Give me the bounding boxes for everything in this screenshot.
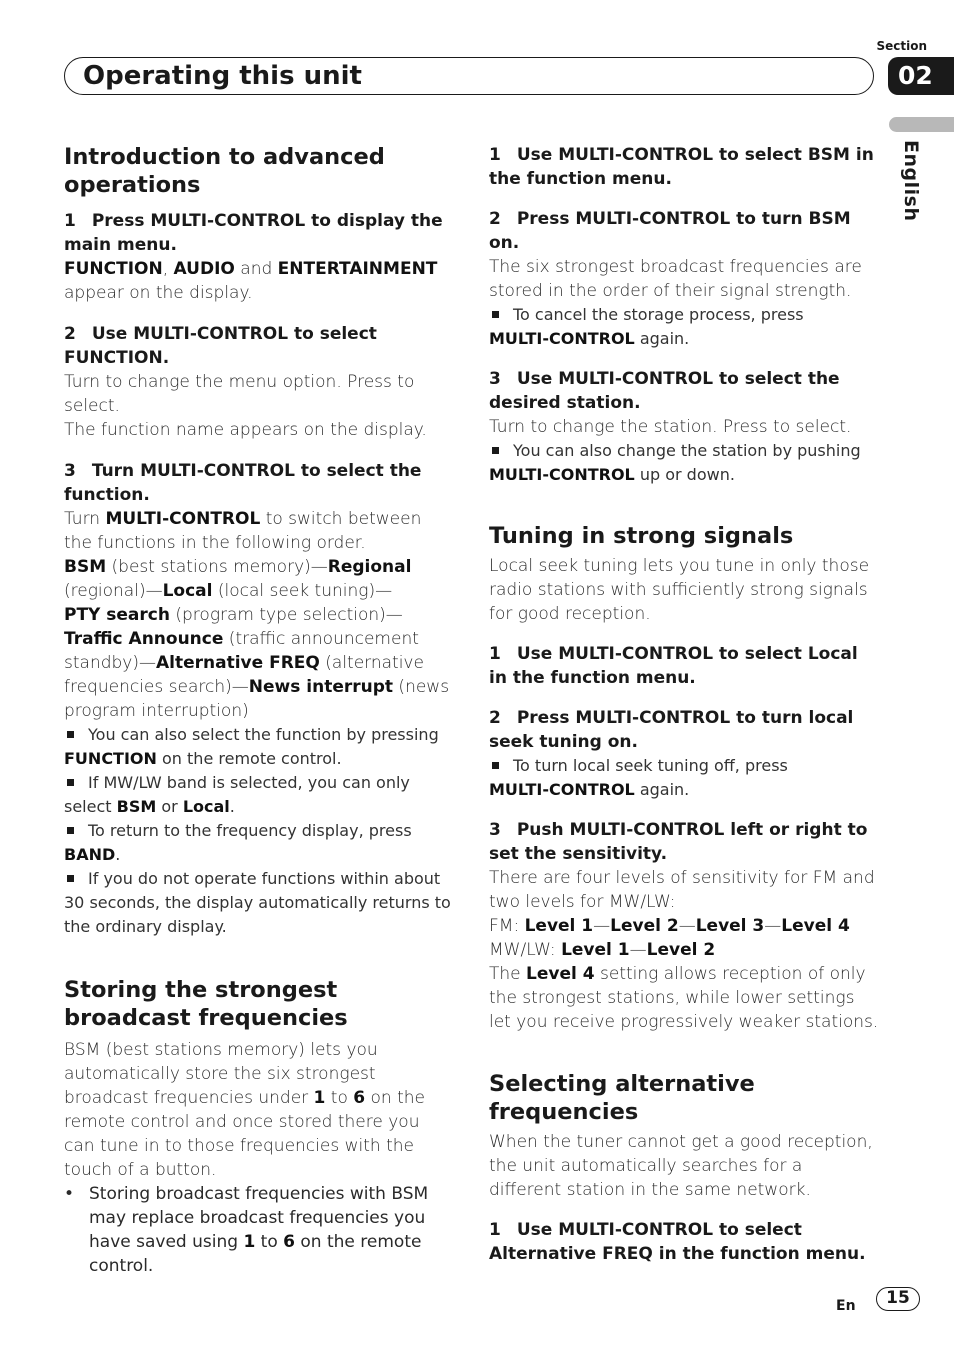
note-function-remote [64,723,454,771]
text-run: and [234,259,278,279]
step-text: Press MULTI-CONTROL to display the main menu. [64,211,443,255]
intro-step-3 [64,459,454,507]
text-run: on the remote control. [89,1232,422,1276]
text-run: To turn local seek tuning off, press [513,756,788,775]
left-column [64,143,454,1278]
term-regional: Regional [327,557,412,577]
altfreq-body: When the tuner cannot get a good reception, the unit automatically searches for a different station in the same network. [489,1132,873,1200]
text-run: — [593,916,611,936]
term-level-4: Level 4 [781,916,850,936]
bsm-bullet-list [64,1182,454,1278]
term-audio: AUDIO [173,259,235,279]
term-function: FUNCTION [64,259,163,279]
note-band [64,819,454,867]
tuning-step-3-intro: There are four levels of sensitivity for FM and two levels for MW/LW: [489,868,875,912]
footer-language: En [836,1298,856,1314]
bullet-icon: • [64,1184,75,1204]
tuning-body: Local seek tuning lets you tune in only those radio stations with sufficiently strong signals for good reception. [489,556,870,624]
step-number: 1 [489,145,501,165]
term-1: 1 [313,1088,326,1108]
term-local: Local [182,797,230,816]
note-cancel-storage [489,303,879,351]
text-run: If MW/LW band is selected, you can only select [64,773,410,816]
text-run: (alternative frequencies search)— [64,653,424,697]
step-number: 3 [489,369,501,389]
text-run: to switch between the functions in the following order. [64,509,422,553]
text-run: to [255,1232,284,1252]
intro-step-2 [64,322,454,370]
text-run: You can also select the function by pressing [88,725,439,744]
intro-step-2-body-1: Turn to change the menu option. Press to select. [64,372,415,416]
square-bullet-icon [492,447,499,454]
text-run: setting allows reception of only the strongest stations, while lower settings let you receive progressively weaker stations. [489,964,879,1032]
text-run: . [229,797,235,816]
bsm-step-3 [489,367,879,415]
term-function: FUNCTION [64,749,157,768]
square-bullet-icon [67,875,74,882]
term-level-3: Level 3 [695,916,765,936]
term-news-interrupt: News interrupt [248,677,394,697]
text-run: BSM (best stations memory) lets you automatically store the six strongest broadcast frequencies under [64,1040,378,1108]
function-order-list [64,555,454,723]
note-mwlw [64,771,454,819]
text-run: on the remote control and once stored there you can tune in to those frequencies with the touch of a button. [64,1088,425,1180]
text-run: (news program interruption) [64,677,450,721]
term-bsm: BSM [64,557,107,577]
bsm-body [64,1038,454,1182]
term-level-1: Level 1 [561,940,630,960]
section-label: Section [876,39,927,53]
term-multi-control: MULTI-CONTROL [489,780,635,799]
text-run: appear on the display. [64,283,253,303]
step-text: Push MULTI-CONTROL left or right to set the sensitivity. [489,820,868,864]
tuning-step-1 [489,642,879,690]
square-bullet-icon [67,779,74,786]
square-bullet-icon [492,762,499,769]
language-label: English [900,140,922,222]
intro-step-1 [64,209,454,257]
section-number-tab: 02 [888,57,954,95]
text-run: (best stations memory)— [106,557,328,577]
text-run: to [325,1088,354,1108]
text-run: (regional)— [64,581,163,601]
altfreq-step-1 [489,1218,879,1266]
term-alternative-freq: Alternative FREQ [156,653,320,673]
page-number: 15 [876,1287,920,1311]
fm-levels [489,914,879,938]
tuning-step-3 [489,818,879,866]
term-pty-search: PTY search [64,605,170,625]
text-run: MW/LW: [489,940,562,960]
intro-step-3-body [64,507,454,555]
intro-step-2-body-2: The function name appears on the display. [64,420,427,440]
note-change-station [489,439,879,487]
bsm-step-3-body: Turn to change the station. Press to select. [489,417,852,437]
text-run: again. [634,780,690,799]
tuning-heading: Tuning in strong signals [489,523,794,549]
step-number: 1 [489,644,501,664]
term-multi-control: MULTI-CONTROL [489,465,635,484]
mwlw-levels [489,938,879,962]
text-run: If you do not operate functions within about 30 seconds, the display automatically returns to the ordinary display. [64,869,451,936]
text-run: You can also change the station by pushing [513,441,861,460]
text-run: (program type selection)— [169,605,403,625]
tuning-step-2 [489,706,879,754]
step-text: Turn MULTI-CONTROL to select the function. [64,461,422,505]
header-bar [64,57,874,95]
bsm-step-2 [489,207,879,255]
step-text: Use MULTI-CONTROL to select Alternative FREQ in the function menu. [489,1220,866,1264]
text-run: Turn [64,509,106,529]
term-traffic-announce: Traffic Announce [64,629,224,649]
square-bullet-icon [67,827,74,834]
step-text: Press MULTI-CONTROL to turn local seek tuning on. [489,708,854,752]
list-item [64,1182,454,1278]
text-run: again. [634,329,690,348]
step-number: 1 [64,211,76,231]
term-6: 6 [283,1232,295,1252]
step-text: Use MULTI-CONTROL to select FUNCTION. [64,324,377,368]
square-bullet-icon [67,731,74,738]
square-bullet-icon [492,311,499,318]
term-local: Local [162,581,213,601]
text-run: up or down. [634,465,735,484]
term-level-4: Level 4 [526,964,595,984]
term-level-1: Level 1 [524,916,594,936]
step-number: 2 [489,708,501,728]
term-bsm: BSM [116,797,157,816]
term-multi-control: MULTI-CONTROL [489,329,635,348]
step-number: 3 [64,461,76,481]
text-run: (traffic announcement standby)— [64,629,419,673]
text-run: (local seek tuning)— [212,581,393,601]
text-run: — [764,916,782,936]
step-number: 1 [489,1220,501,1240]
step-text: Use MULTI-CONTROL to select Local in the function menu. [489,644,858,688]
altfreq-heading: Selecting alternative frequencies [489,1071,755,1125]
level-4-explanation [489,962,879,1034]
term-multi-control: MULTI-CONTROL [105,509,261,529]
intro-step-1-body [64,257,454,305]
bsm-step-2-body: The six strongest broadcast frequencies are stored in the order of their signal strength. [489,257,862,301]
language-tab [889,117,954,132]
step-text: Press MULTI-CONTROL to turn BSM on. [489,209,851,253]
text-run: FM: [489,916,525,936]
term-band: BAND [64,845,116,864]
term-level-2: Level 2 [646,940,716,960]
intro-heading: Introduction to advanced operations [64,144,385,198]
term-entertainment: ENTERTAINMENT [277,259,438,279]
step-text: Use MULTI-CONTROL to select BSM in the function menu. [489,145,874,189]
text-run: . [115,845,121,864]
note-local-off [489,754,879,802]
text-run: To return to the frequency display, press [88,821,412,840]
text-run: To cancel the storage process, press [513,305,804,324]
term-6: 6 [353,1088,366,1108]
text-run: , [162,259,174,279]
text-run: Storing broadcast frequencies with BSM may replace broadcast frequencies you have saved using [89,1184,429,1252]
text-run: or [156,797,183,816]
text-run: The [489,964,527,984]
text-run: — [678,916,696,936]
text-run: on the remote control. [156,749,342,768]
step-number: 3 [489,820,501,840]
step-text: Use MULTI-CONTROL to select the desired station. [489,369,840,413]
bsm-heading: Storing the strongest broadcast frequencies [64,977,348,1031]
text-run: — [629,940,647,960]
step-number: 2 [64,324,76,344]
step-number: 2 [489,209,501,229]
page-title: Operating this unit [83,61,362,91]
bsm-step-1 [489,143,879,191]
term-level-2: Level 2 [610,916,679,936]
term-1: 1 [243,1232,256,1252]
note-timeout [64,867,454,939]
right-column [489,143,879,1266]
